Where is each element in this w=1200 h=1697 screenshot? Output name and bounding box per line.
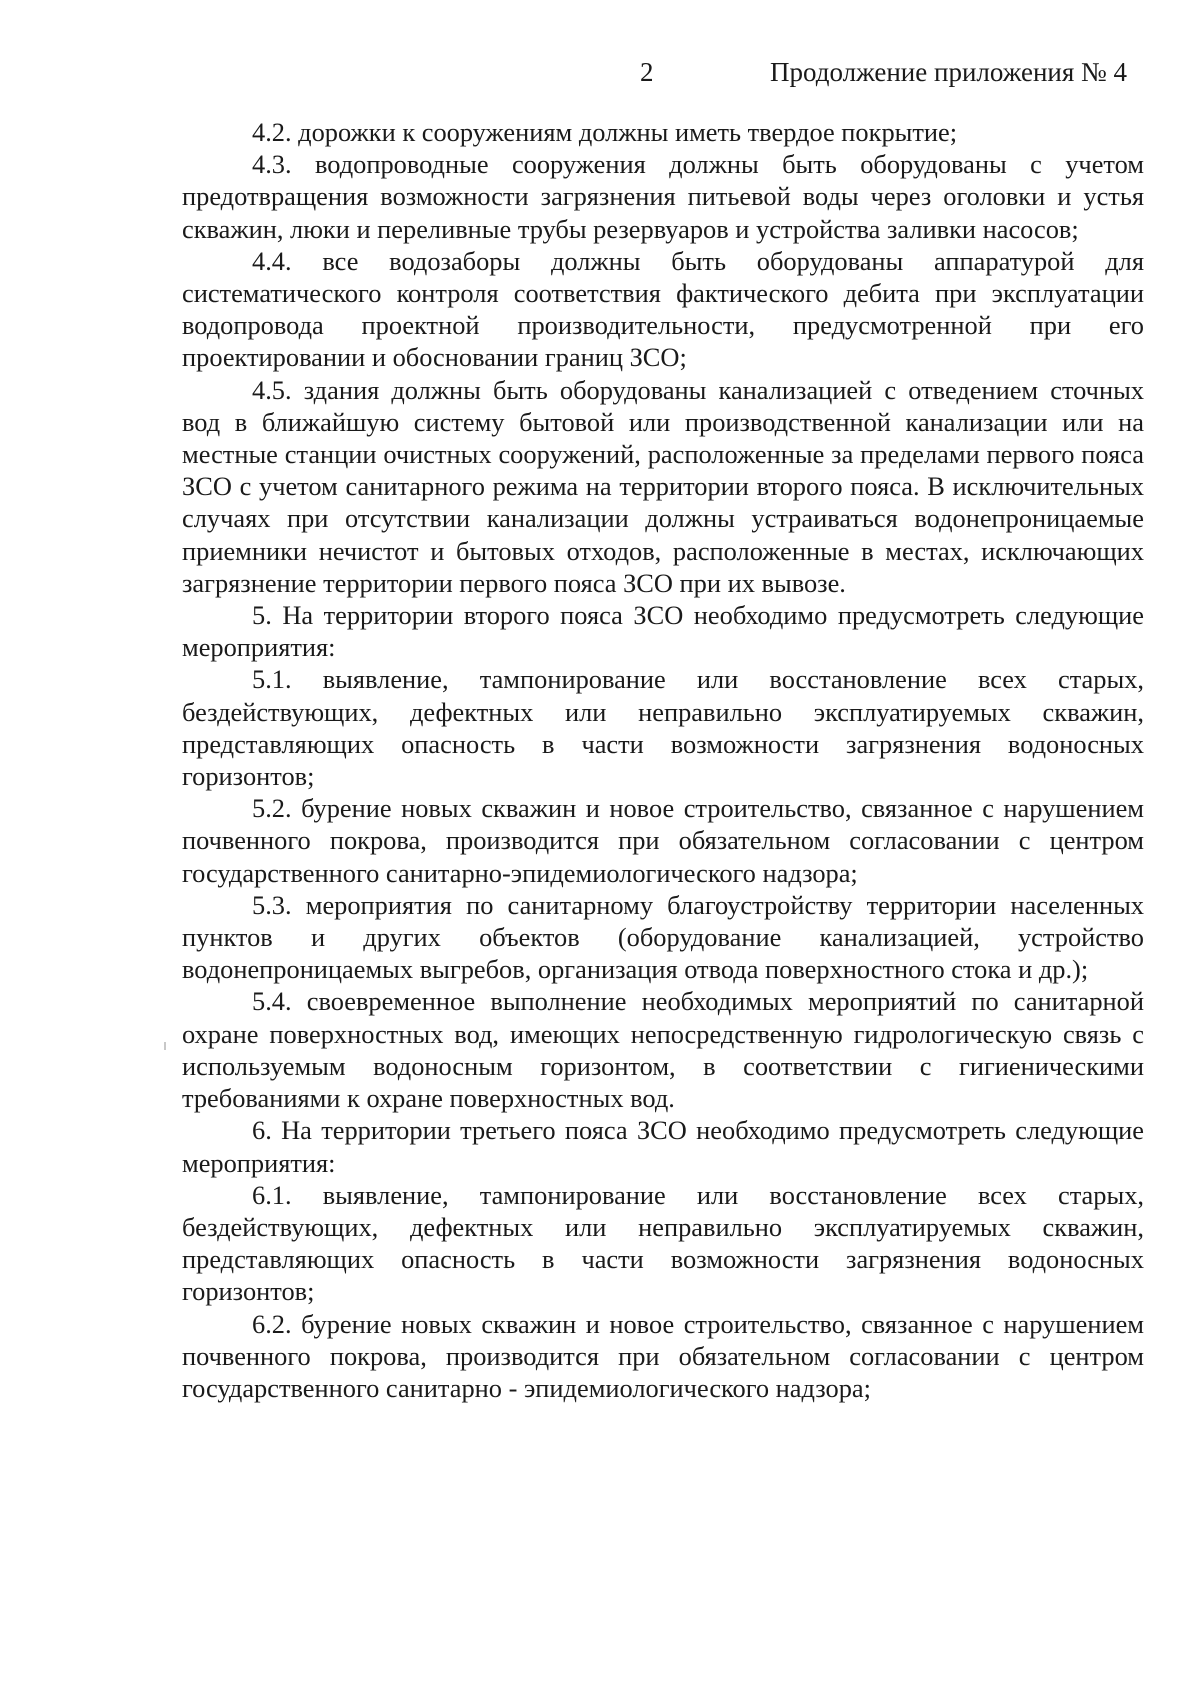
paragraph-6: 6. На территории третьего пояса ЗСО необходимо предусмотреть следующие мероприятия:: [182, 1115, 1144, 1178]
paragraph-6-1: 6.1. выявление, тампонирование или восстановление всех старых, бездействующих, дефектных или неправильно эксплуатируемых скважин, представляющих опасность в части возможности загрязнения водоносных горизонтов;: [182, 1179, 1144, 1307]
document-body: [182, 116, 1144, 1404]
paragraph-6-2: 6.2. бурение новых скважин и новое строительство, связанное с нарушением почвенного покрова, производится при обязательном согласовании с центром государственного санитарно - эпидемиологического надзора;: [182, 1308, 1144, 1403]
paragraph-4-2: 4.2. дорожки к сооружениям должны иметь твердое покрытие;: [252, 117, 958, 147]
paragraph-5-3: 5.3. мероприятия по санитарному благоустройству территории населенных пунктов и других объектов (оборудование канализацией, устройство водонепроницаемых выгребов, организация отвода поверхностного стока и др.);: [182, 889, 1144, 985]
paragraph-5-4: 5.4. своевременное выполнение необходимых мероприятий по санитарной охране поверхностных вод, имеющих непосредственную гидрологическую связь с используемым водоносным горизонтом, в соответствии с гигиеническими требованиями к охране поверхностных вод.: [182, 986, 1144, 1114]
paragraph-4-5: 4.5. здания должны быть оборудованы канализацией с отведением сточных вод в ближайшую систему бытовой или производственной канализации или на местные станции очистных сооружений, расположенные за пределами первого пояса ЗСО с учетом санитарного режима на территории второго пояса. В исключительных случаях при отсутствии канализации должны устраиваться водонепроницаемые приемники нечистот и бытовых отходов, расположенные в местах, исключающих загрязнение территории первого пояса ЗСО при их вывозе.: [182, 374, 1144, 598]
appendix-continuation-header: Продолжение приложения № 4: [770, 57, 1128, 87]
paragraph-5: 5. На территории второго пояса ЗСО необходимо предусмотреть следующие мероприятия:: [182, 600, 1144, 663]
paragraph-4-4: 4.4. все водозаборы должны быть оборудованы аппаратурой для систематического контроля соответствия фактического дебита при эксплуатации водопровода проектной производительности, предусмотренной при его проектировании и обосновании границ ЗСО;: [182, 245, 1144, 373]
paragraph-5-2: 5.2. бурение новых скважин и новое строительство, связанное с нарушением почвенного покрова, производится при обязательном согласовании с центром государственного санитарно-эпидемиологического надзора;: [182, 793, 1144, 888]
paragraph-4-3: 4.3. водопроводные сооружения должны быть оборудованы с учетом предотвращения возможности загрязнения питьевой воды через оголовки и устья скважин, люки и переливные трубы резервуаров и устройства заливки насосов;: [182, 149, 1144, 244]
paragraph-5-1: 5.1. выявление, тампонирование или восстановление всех старых, бездействующих, дефектных или неправильно эксплуатируемых скважин, представляющих опасность в части возможности загрязнения водоносных горизонтов;: [182, 664, 1144, 792]
page-number: 2: [640, 57, 654, 87]
scan-artifact: [164, 1042, 166, 1050]
